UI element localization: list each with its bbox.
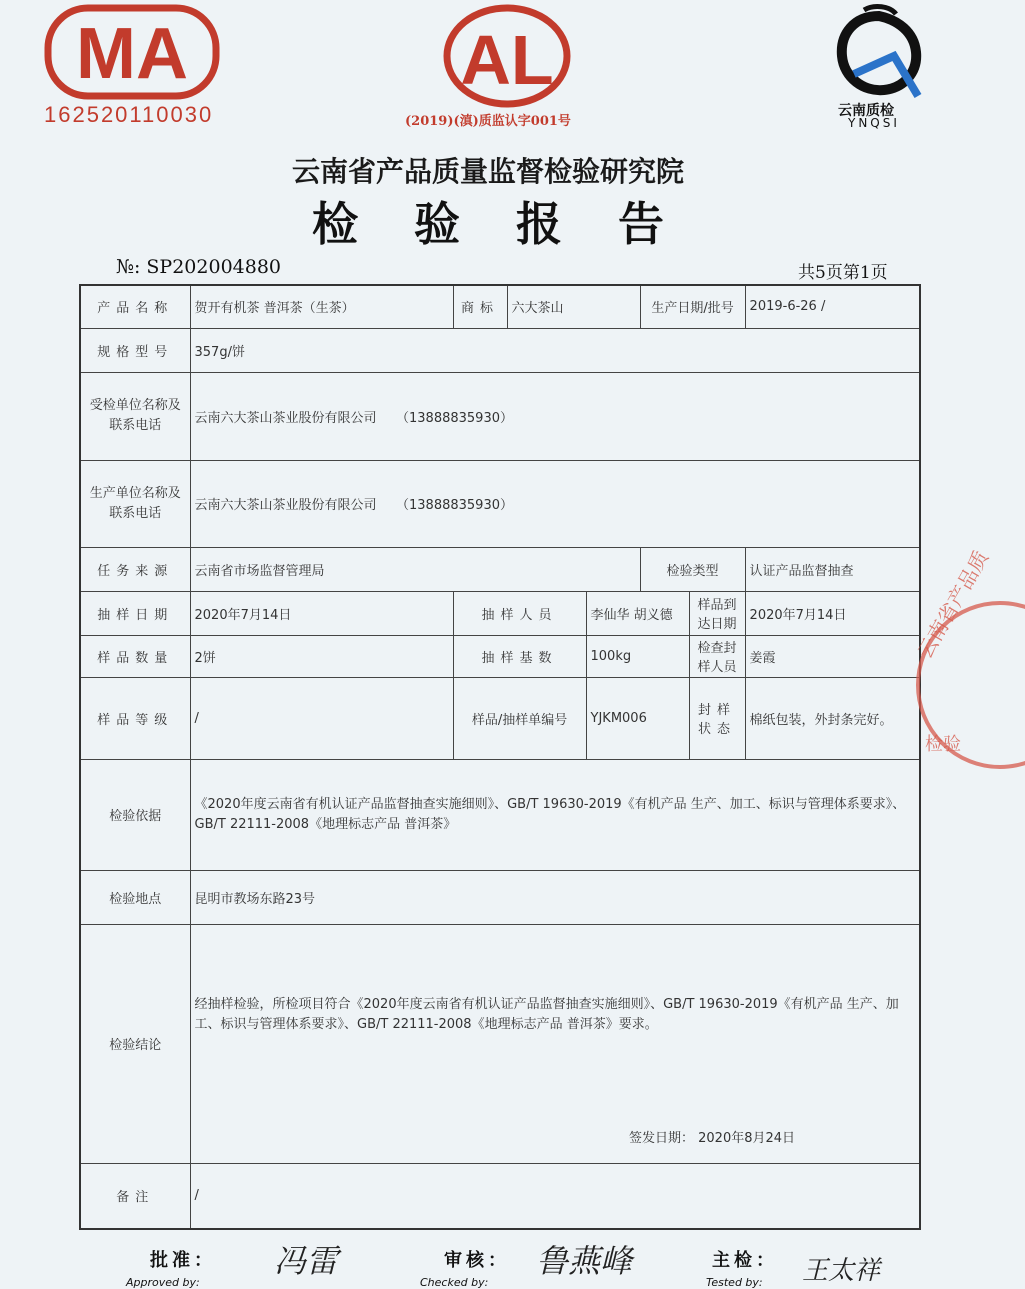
svg-text:云南省产品质: 云南省产品质 <box>912 546 994 663</box>
table-row <box>80 547 920 591</box>
inspected-unit-label: 受检单位名称及联系电话 <box>80 372 190 460</box>
sample-qty-label: 样品数量 <box>80 635 190 677</box>
inspection-form-table <box>79 284 921 1230</box>
cal-certificate-number: (2019)(滇)质监认字001号 <box>405 114 571 129</box>
inspection-type-label: 检验类型 <box>640 547 745 591</box>
basis-value: 《2020年度云南省有机认证产品监督抽查实施细则》、GB/T 19630-2019《有机产品 生产、加工、标识与管理体系要求》、GB/T 22111-2008《地理标志产品 普洱茶》 <box>190 759 920 870</box>
table-row <box>80 285 920 328</box>
conclusion-value: 经抽样检验，所检项目符合《2020年度云南省有机认证产品监督抽查实施细则》、GB/T 19630-2019《有机产品 生产、加工、标识与管理体系要求》、GB/T 22111-2008《地理标志产品 普洱茶》要求。 <box>194 996 899 1032</box>
issue-date-line <box>195 1127 916 1146</box>
table-row <box>80 870 920 924</box>
sampling-base-label: 抽样基数 <box>453 635 586 677</box>
tested-signature: 王太祥 <box>802 1256 881 1286</box>
sampling-date-value: 2020年7月14日 <box>190 591 453 635</box>
table-row <box>80 372 920 460</box>
location-value: 昆明市教场东路23号 <box>190 870 920 924</box>
approved-signature: 冯雷 <box>274 1242 339 1280</box>
ynqsi-name: 云南质检 <box>838 103 894 119</box>
producer-value: 云南六大茶山茶业股份有限公司 （13888835930） <box>190 460 920 547</box>
table-row <box>80 635 920 677</box>
location-label: 检验地点 <box>80 870 190 924</box>
product-name-value: 贺开有机茶 普洱茶（生茶） <box>190 285 453 328</box>
basis-label: 检验依据 <box>80 759 190 870</box>
ynqsi-logo <box>834 4 924 100</box>
sample-no-label: 样品/抽样单编号 <box>453 677 586 759</box>
institute-name: 云南省产品质量监督检验研究院 <box>291 155 684 188</box>
table-row <box>80 677 920 759</box>
production-date-label: 生产日期/批号 <box>640 285 745 328</box>
checked-sub-label: Checked by: <box>420 1276 489 1289</box>
seal-value: 棉纸包装，外封条完好。 <box>745 677 920 759</box>
sample-qty-value: 2饼 <box>190 635 453 677</box>
inspected-unit-value: 云南六大茶山茶业股份有限公司 （13888835930） <box>190 372 920 460</box>
table-row <box>80 591 920 635</box>
product-name-label: 产品名称 <box>80 285 190 328</box>
spec-value: 357g/饼 <box>190 328 920 372</box>
sampler-value: 李仙华 胡义德 <box>586 591 689 635</box>
issue-date-label: 签发日期： <box>628 1130 694 1146</box>
remarks-value: / <box>190 1163 920 1229</box>
table-row <box>80 924 920 1163</box>
checked-label: 审核： <box>444 1250 510 1271</box>
seal-label: 封样状态 <box>689 677 745 759</box>
arrival-date-value: 2020年7月14日 <box>745 591 920 635</box>
table-row <box>80 460 920 547</box>
table-row <box>80 328 920 372</box>
checker-label: 检查封样人员 <box>689 635 745 677</box>
approved-label: 批准： <box>150 1250 216 1271</box>
grade-label: 样品等级 <box>80 677 190 759</box>
producer-label: 生产单位名称及联系电话 <box>80 460 190 547</box>
checker-value: 姜霞 <box>745 635 920 677</box>
conclusion-cell <box>190 924 920 1163</box>
trademark-label: 商标 <box>453 285 507 328</box>
svg-text:检验: 检验 <box>925 734 961 755</box>
svg-text:AL: AL <box>460 21 554 99</box>
official-seal-stamp <box>905 546 1025 770</box>
cal-logo <box>440 2 575 110</box>
cma-logo <box>44 4 220 104</box>
sample-no-value: YJKM006 <box>586 677 689 759</box>
spec-label: 规格型号 <box>80 328 190 372</box>
report-number: №: SP202004880 <box>116 256 282 278</box>
sampling-date-label: 抽样日期 <box>80 591 190 635</box>
table-row <box>80 759 920 870</box>
trademark-value: 六大茶山 <box>507 285 640 328</box>
page-count: 共5页第1页 <box>798 263 888 283</box>
inspection-type-value: 认证产品监督抽查 <box>745 547 920 591</box>
arrival-date-label: 样品到达日期 <box>689 591 745 635</box>
remarks-label: 备注 <box>80 1163 190 1229</box>
approved-sub-label: Approved by: <box>126 1276 200 1289</box>
checked-signature: 鲁燕峰 <box>536 1242 633 1280</box>
sampler-label: 抽样人员 <box>453 591 586 635</box>
conclusion-label: 检验结论 <box>80 924 190 1163</box>
report-title: 检验报告 <box>312 197 720 251</box>
sampling-base-value: 100kg <box>586 635 689 677</box>
task-source-label: 任务来源 <box>80 547 190 591</box>
svg-text:MA: MA <box>76 14 188 94</box>
ynqsi-abbr: YNQSI <box>848 116 900 130</box>
tested-label: 主检： <box>712 1250 778 1271</box>
cma-certificate-number: 162520110030 <box>44 102 214 127</box>
task-source-value: 云南省市场监督管理局 <box>190 547 640 591</box>
table-row <box>80 1163 920 1229</box>
issue-date-value: 2020年8月24日 <box>698 1130 796 1146</box>
grade-value: / <box>190 677 453 759</box>
tested-sub-label: Tested by: <box>706 1276 763 1289</box>
production-date-value: 2019-6-26 / <box>745 285 920 328</box>
